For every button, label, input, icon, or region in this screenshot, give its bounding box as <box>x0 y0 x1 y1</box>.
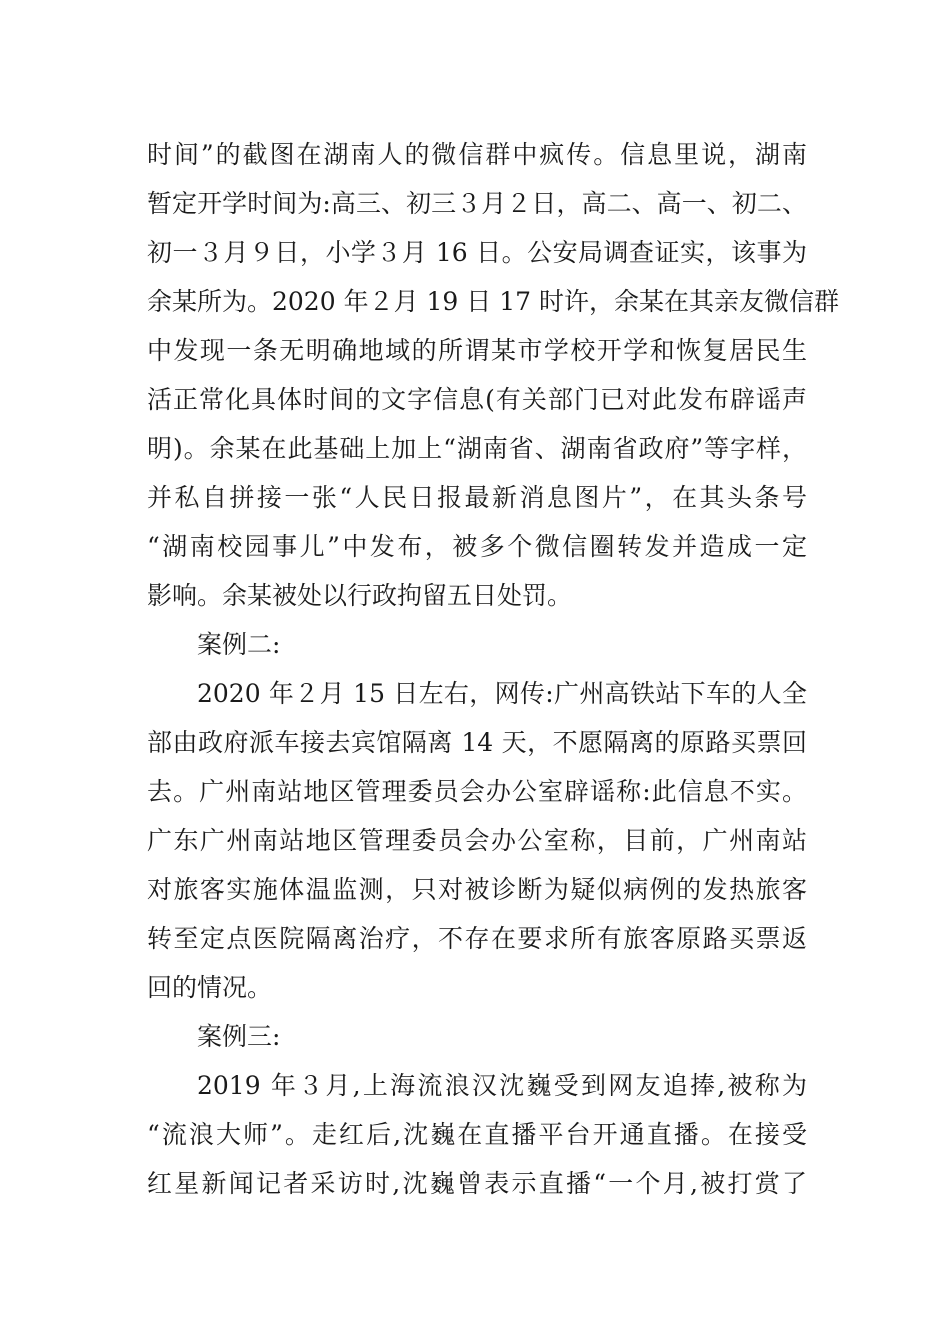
text-line: 时间”的截图在湖南人的微信群中疯传。信息里说，湖南 <box>147 140 807 169</box>
text-line: “流浪大师”。走红后,沈巍在直播平台开通直播。在接受 <box>147 1120 807 1149</box>
text-line: 明)。余某在此基础上加上“湖南省、湖南省政府”等字样， <box>147 434 807 463</box>
text-line: 去。广州南站地区管理委员会办公室辟谣称:此信息不实。 <box>147 777 807 806</box>
section-heading-case-three: 案例三: <box>197 1022 281 1051</box>
text-line: 2019 年３月,上海流浪汉沈巍受到网友追捧,被称为 <box>197 1071 807 1100</box>
text-line: 红星新闻记者采访时,沈巍曾表示直播“一个月,被打赏了 <box>147 1169 807 1198</box>
text-line: 转至定点医院隔离治疗，不存在要求所有旅客原路买票返 <box>147 924 807 953</box>
text-line: 余某所为。2020 年２月 19 日 17 时许，余某在其亲友微信群 <box>147 287 839 316</box>
text-line: 影响。余某被处以行政拘留五日处罚。 <box>147 581 573 610</box>
section-heading-case-two: 案例二: <box>197 630 281 659</box>
paragraph-case-three <box>147 1061 807 1208</box>
text-line: 部由政府派车接去宾馆隔离 14 天，不愿隔离的原路买票回 <box>147 728 807 757</box>
text-line: 回的情况。 <box>147 973 273 1002</box>
text-line: 对旅客实施体温监测，只对被诊断为疑似病例的发热旅客 <box>147 875 807 904</box>
text-line: 并私自拼接一张“人民日报最新消息图片”，在其头条号 <box>147 483 807 512</box>
paragraph-case-one <box>147 130 839 620</box>
document-body <box>147 130 839 1208</box>
paragraph-case-two <box>147 669 807 1012</box>
text-line: 暂定开学时间为:高三、初三３月２日，高二、高一、初二、 <box>147 189 807 218</box>
text-line: 广东广州南站地区管理委员会办公室称，目前，广州南站 <box>147 826 807 855</box>
text-line: “湖南校园事儿”中发布，被多个微信圈转发并造成一定 <box>147 532 807 561</box>
text-line: 中发现一条无明确地域的所谓某市学校开学和恢复居民生 <box>147 336 807 365</box>
text-line: 活正常化具体时间的文字信息(有关部门已对此发布辟谣声 <box>147 385 807 414</box>
text-line: 2020 年２月 15 日左右，网传:广州高铁站下车的人全 <box>197 679 807 708</box>
text-line: 初一３月９日，小学３月 16 日。公安局调查证实，该事为 <box>147 238 807 267</box>
